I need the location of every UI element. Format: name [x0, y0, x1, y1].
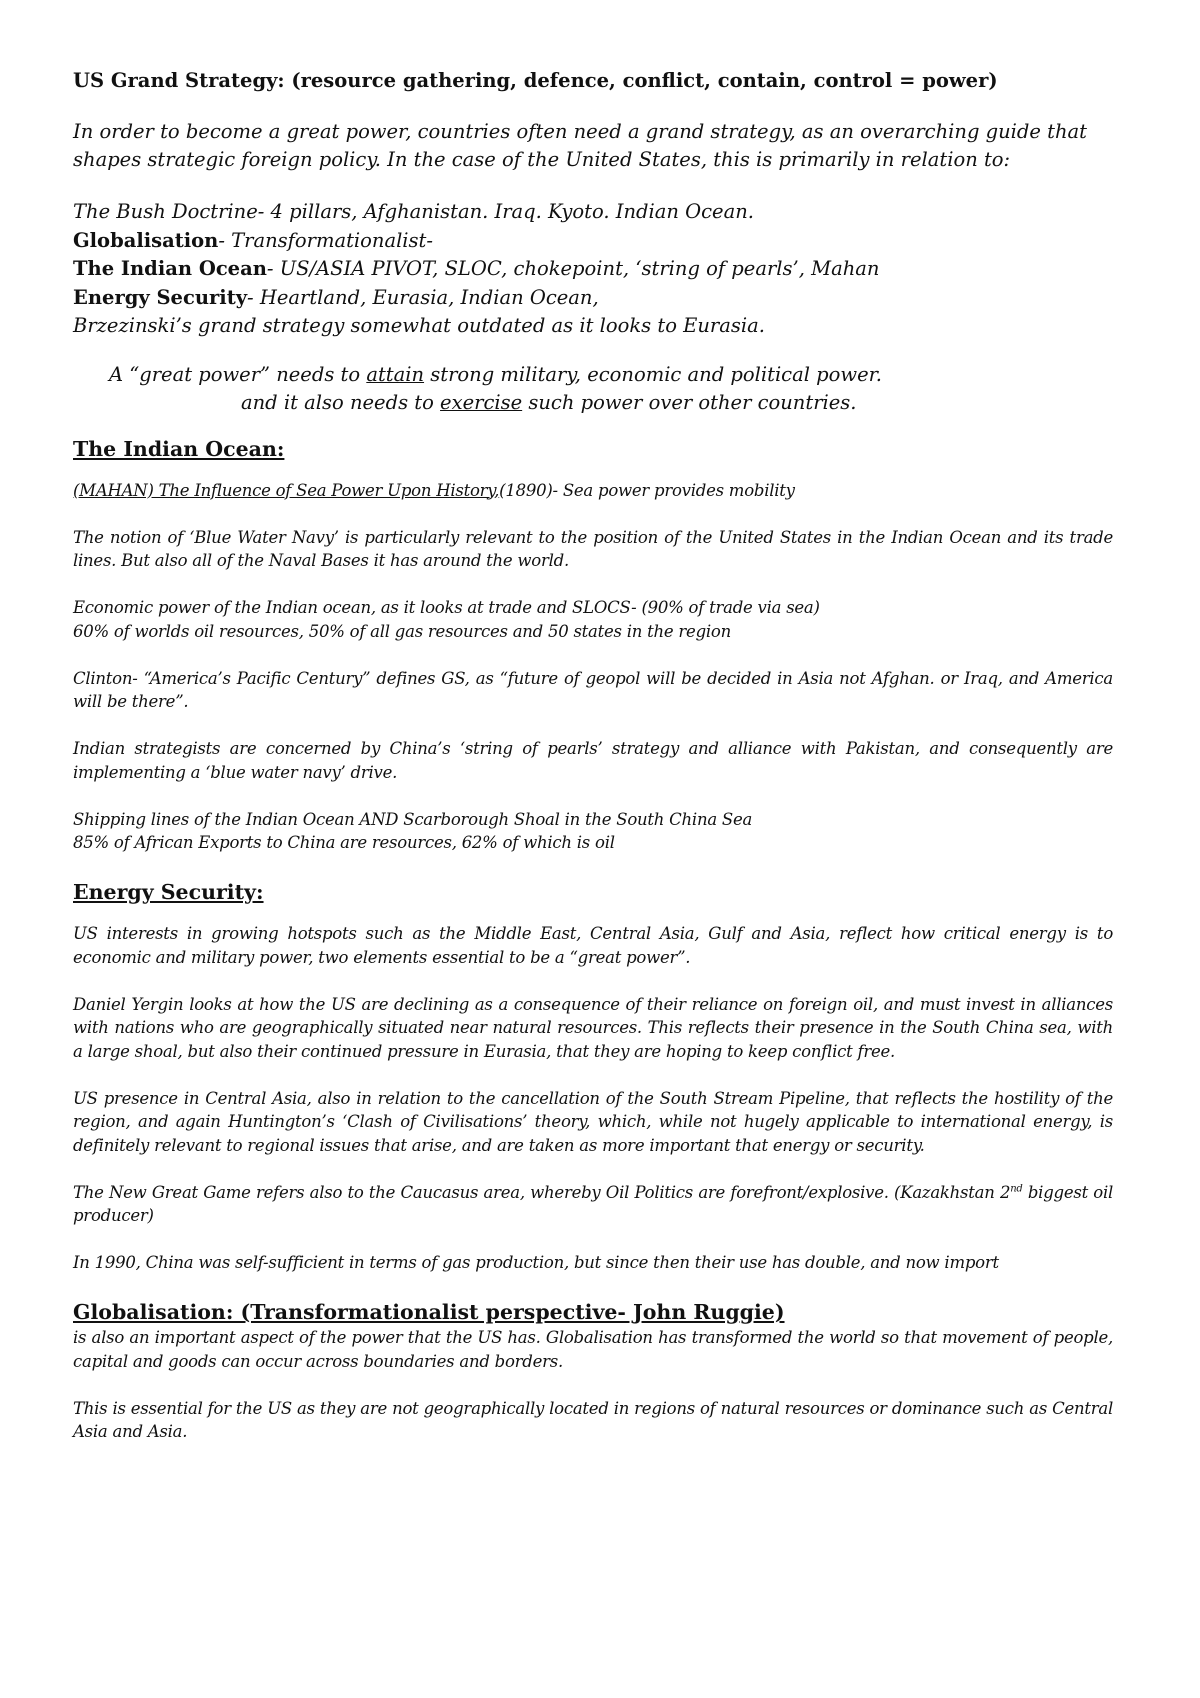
economic-power-line-2: 60% of worlds oil resources, 50% of all gas resources and 50 states in the region: [73, 621, 731, 641]
shipping-lines-line-1: Shipping lines of the Indian Ocean AND Scarborough Shoal in the South China Sea: [73, 809, 753, 829]
intro-paragraph: In order to become a great power, countries often need a grand strategy, as an overarching guide that shapes strategic foreign policy. In the case of the United States, this is primarily in relation to:: [73, 120, 1087, 171]
ordinal-suffix: nd: [1010, 1183, 1023, 1194]
great-power-line-1-start: A “great power” needs to: [109, 362, 367, 386]
shipping-lines-line-2: 85% of African Exports to China are resources, 62% of which is oil: [73, 833, 615, 852]
economic-power-paragraph: [73, 596, 1113, 643]
indian-strategists-paragraph: Indian strategists are concerned by China’s ‘string of pearls’ strategy and alliance with Pakistan, and consequently are implementing a ‘blue water navy’ drive.: [73, 739, 1113, 782]
globalisation-heading: Globalisation: (Transformationalist perspective- John Ruggie): [73, 1300, 785, 1324]
us-interests-paragraph: US interests in growing hotspots such as the Middle East, Central Asia, Gulf and Asia, reflect how critical energy is to economic and military power, two elements essential to be a “great power”.: [73, 924, 1113, 967]
topic-list: [73, 198, 1113, 341]
central-asia-paragraph: US presence in Central Asia, also in relation to the cancellation of the South Stream Pipeline, that reflects the hostility of the region, and again Huntington’s ‘Clash of Civilisations’ theory, which, while not hugely applicable to international energy, is definitely relevant to regional issues that arise, and are taken as more important that energy or security.: [73, 1088, 1113, 1155]
topic-indian-ocean-text: - US/ASIA PIVOT, SLOC, chokepoint, ‘string of pearls’, Mahan: [266, 257, 880, 280]
globalisation-paragraph-2: This is essential for the US as they are not geographically located in regions of natural resources or dominance such as Central Asia and Asia.: [73, 1398, 1113, 1441]
shipping-lines-paragraph: [73, 808, 1113, 855]
new-great-game-text-start: The New Great Game refers also to the Caucasus area, whereby Oil Politics are forefront/explosive. (Kazakhstan 2: [73, 1182, 1011, 1202]
great-power-statement: [73, 361, 1113, 417]
topic-globalisation-text: - Transformationalist-: [218, 228, 433, 252]
great-power-line-2-end: such power over other countries.: [522, 390, 857, 414]
exercise-word: exercise: [440, 390, 523, 414]
topic-brzezinski: Brzezinski’s grand strategy somewhat outdated as it looks to Eurasia.: [73, 314, 765, 337]
yergin-paragraph: Daniel Yergin looks at how the US are declining as a consequence of their reliance on foreign oil, and must invest in alliances with nations who are geographically situated near natural resources. This reflects their presence in the South China sea, with a large shoal, but also their continued pressure in Eurasia, that they are hoping to keep conflict free.: [73, 994, 1113, 1061]
globalisation-paragraph-1: is also an important aspect of the power that the US has. Globalisation has transformed the world so that movement of people, capital and goods can occur across boundaries and borders.: [73, 1328, 1113, 1371]
attain-word: attain: [366, 362, 425, 386]
mahan-text: (1890)- Sea power provides mobility: [499, 480, 795, 500]
economic-power-line-1: Economic power of the Indian ocean, as it looks at trade and SLOCS- (90% of trade via sea): [73, 598, 820, 617]
great-power-line-1: [73, 361, 1113, 389]
great-power-line-1-end: strong military, economic and political power.: [424, 362, 882, 386]
china-gas-paragraph: In 1990, China was self-sufficient in terms of gas production, but since then their use has double, and now import: [73, 1253, 999, 1272]
topic-energy-security: [73, 284, 1113, 313]
new-great-game-paragraph: [73, 1181, 1113, 1228]
topic-indian-ocean-label: The Indian Ocean: [73, 257, 267, 280]
topic-indian-ocean: [73, 255, 1113, 284]
topic-energy-security-label: Energy Security: [73, 285, 248, 309]
new-great-game-text-end: biggest oil producer): [73, 1182, 1114, 1225]
great-power-line-2-start: and it also needs to: [241, 390, 441, 414]
mahan-paragraph: [73, 479, 1113, 503]
energy-security-heading: Energy Security:: [73, 880, 264, 904]
indian-ocean-heading: The Indian Ocean:: [73, 436, 285, 461]
mahan-title: (MAHAN) The Influence of Sea Power Upon History,: [73, 480, 500, 500]
topic-bush-doctrine: The Bush Doctrine- 4 pillars, Afghanistan. Iraq. Kyoto. Indian Ocean.: [73, 200, 754, 223]
topic-globalisation: [73, 227, 1113, 256]
great-power-line-2: [73, 389, 1113, 417]
document-page: [73, 68, 1113, 1444]
document-title: US Grand Strategy: (resource gathering, defence, conflict, contain, control = power): [73, 69, 998, 92]
blue-water-navy-paragraph: The notion of ‘Blue Water Navy’ is particularly relevant to the position of the United States in the Indian Ocean and its trade lines. But also all of the Naval Bases it has around the world.: [73, 527, 1113, 570]
clinton-paragraph: Clinton- “America’s Pacific Century” defines GS, as “future of geopol will be decided in Asia not Afghan. or Iraq, and America will be there”.: [73, 668, 1113, 711]
topic-energy-security-text: - Heartland, Eurasia, Indian Ocean,: [247, 285, 599, 309]
topic-globalisation-label: Globalisation: [73, 228, 219, 252]
